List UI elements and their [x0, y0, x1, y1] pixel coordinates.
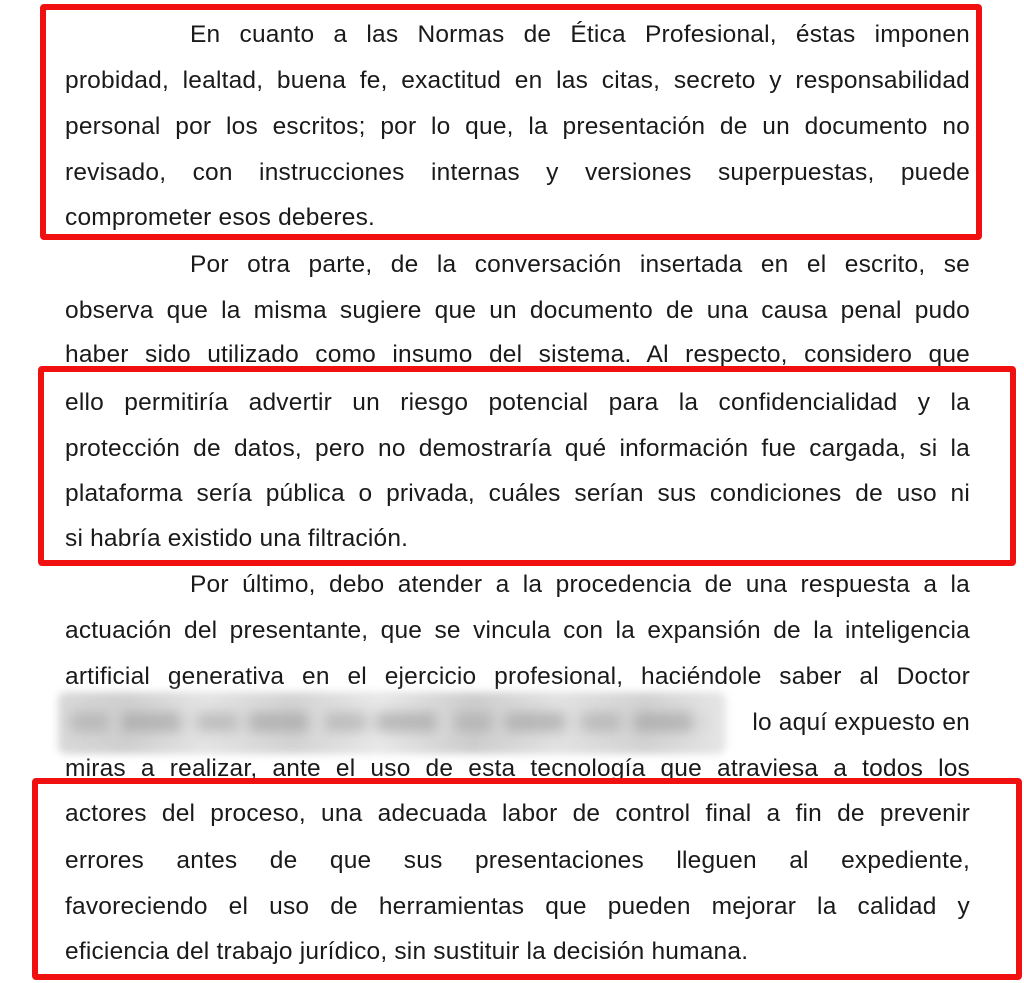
highlight-box-confidentiality — [38, 366, 1016, 566]
paragraph-1-line-4: revisado, con instrucciones internas y versiones superpuestas, puede — [65, 159, 970, 186]
paragraph-2-line-4: ello permitiría advertir un riesgo potencial para la confidencialidad y la — [65, 389, 970, 416]
paragraph-2-line-7: si habría existido una filtración. — [65, 525, 409, 552]
paragraph-2-line-5: protección de datos, pero no demostraría qué información fue cargada, si la — [65, 435, 970, 462]
paragraph-3-line-6: actores del proceso, una adecuada labor de control final a fin de prevenir — [65, 800, 970, 827]
highlight-box-ethics — [40, 4, 982, 240]
redacted-name-blur-detail — [70, 712, 710, 732]
paragraph-3-line-2: actuación del presentante, que se vincula con la expansión de la inteligencia — [65, 617, 970, 644]
paragraph-3-line-3: artificial generativa en el ejercicio profesional, haciéndole saber al Doctor — [65, 663, 970, 690]
paragraph-1-line-5: comprometer esos deberes. — [65, 204, 376, 231]
paragraph-2-line-6: plataforma sería pública o privada, cuáles serían sus condiciones de uso ni — [65, 480, 970, 507]
paragraph-3-line-1: Por último, debo atender a la procedencia de una respuesta a la — [190, 571, 970, 598]
paragraph-3-line-5: miras a realizar, ante el uso de esta tecnología que atraviesa a todos los — [65, 755, 970, 782]
paragraph-2-line-2: observa que la misma sugiere que un documento de una causa penal pudo — [65, 297, 970, 324]
paragraph-3-line-9: eficiencia del trabajo jurídico, sin sustituir la decisión humana. — [65, 938, 749, 965]
paragraph-1-line-2: probidad, lealtad, buena fe, exactitud en las citas, secreto y responsabilidad — [65, 67, 970, 94]
paragraph-1-line-3: personal por los escritos; por lo que, la presentación de un documento no — [65, 113, 970, 140]
paragraph-3-line-8: favoreciendo el uso de herramientas que pueden mejorar la calidad y — [65, 893, 970, 920]
paragraph-2-line-1: Por otra parte, de la conversación insertada en el escrito, se — [190, 251, 970, 278]
paragraph-3-line-7: errores antes de que sus presentaciones lleguen al expediente, — [65, 847, 970, 874]
paragraph-2-line-3: haber sido utilizado como insumo del sistema. Al respecto, considero que — [65, 341, 970, 368]
highlight-box-control — [32, 778, 1022, 980]
paragraph-3-line-4-tail: lo aquí expuesto en — [752, 709, 970, 736]
paragraph-1-line-1: En cuanto a las Normas de Ética Profesional, éstas imponen — [190, 21, 970, 48]
